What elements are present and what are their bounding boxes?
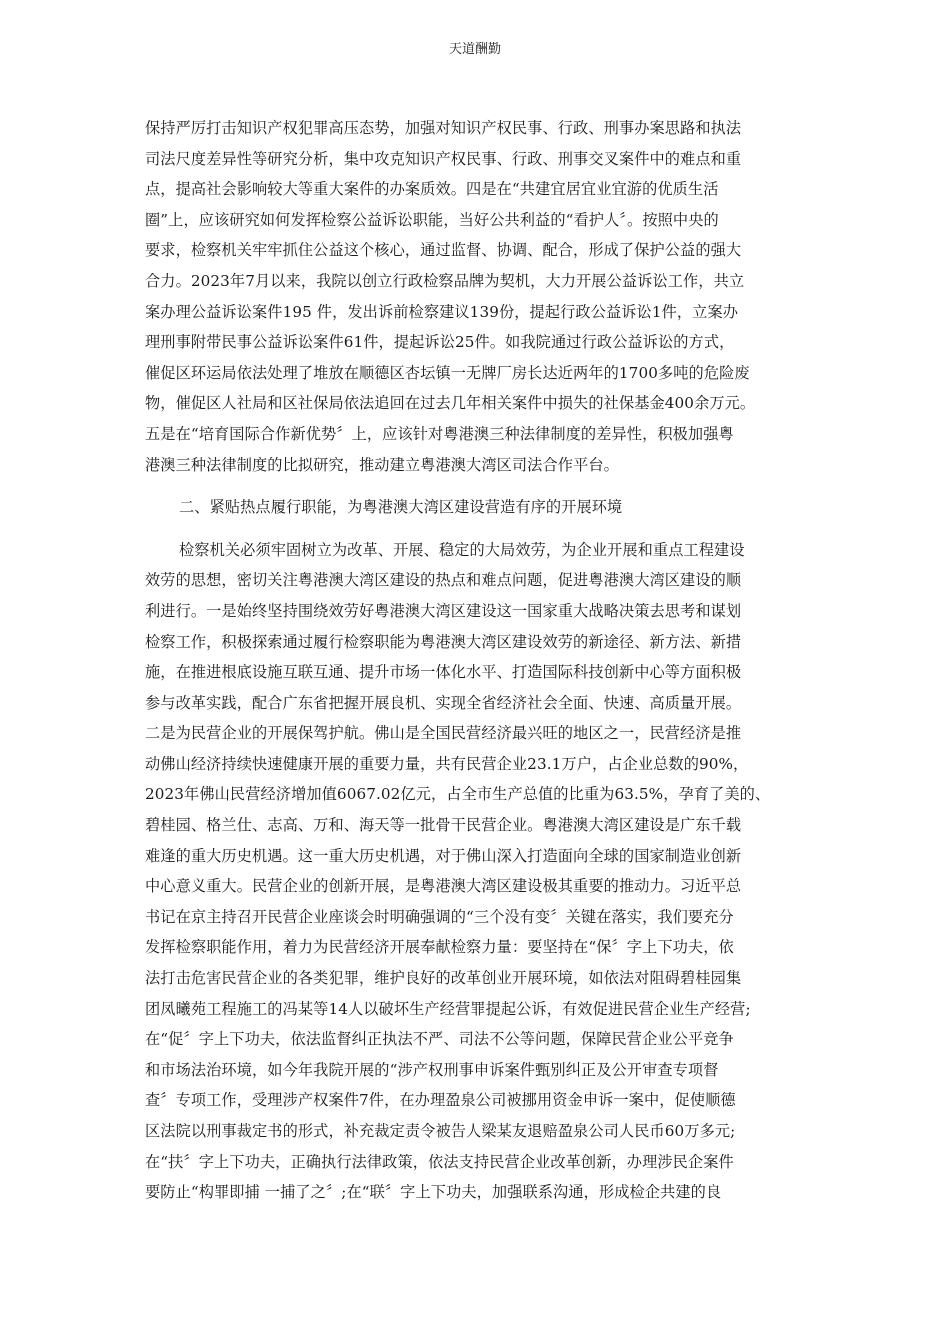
text-line: 点，提高社会影响较大等重大案件的办案质效。四是在“共建宜居宜业宜游的优质生活	[145, 180, 719, 199]
text-line: 圈”上，应该研究如何发挥检察公益诉讼职能，当好公共利益的“看护人〞。按照中央的	[145, 210, 719, 229]
text-line: 难逢的重大历史机遇。这一重大历史机遇，对于佛山深入打造面向全球的国家制造业创新	[145, 846, 742, 865]
text-line: 二是为民营企业的开展保驾护航。佛山是全国民营经济最兴旺的地区之一，民营经济是推	[145, 724, 742, 743]
text-line: 理刑事附带民事公益诉讼案件61件，提起诉讼25件。如我院通过行政公益诉讼的方式，	[145, 333, 735, 352]
text-line: 五是在“培育国际合作新优势〞上，应该针对粤港澳三种法律制度的差异性，积极加强粤	[145, 424, 734, 443]
text-line: 保持严厉打击知识产权犯罪高压态势，加强对知识产权民事、行政、刑事办案思路和执法	[145, 119, 742, 137]
paragraph-continued	[145, 113, 813, 480]
text-line: 中心意义重大。民营企业的创新开展，是粤港澳大湾区建设极其重要的推动力。习近平总	[145, 877, 742, 896]
page-header: 天道酬勤	[448, 42, 501, 57]
text-line: 动佛山经济持续快速健康开展的重要力量，共有民营企业23.1万户，占企业总数的90%，	[145, 754, 749, 773]
text-line: 要防止“构罪即捕 一捕了之〞;在“联〞字上下功夫，加强联系沟通，形成检企共建的良	[145, 1183, 722, 1202]
text-line: 区法院以刑事裁定书的形式，补充裁定责令被告人梁某友退赔盈泉公司人民币60万多元;	[145, 1122, 736, 1140]
paragraph-main	[145, 535, 813, 1208]
text-line: 在“促〞字上下功夫，依法监督纠正执法不严、司法不公等问题，保障民营企业公平竞争	[145, 1030, 734, 1049]
text-line: 合力。2023年7月以来，我院以创立行政检察品牌为契机，大力开展公益诉讼工作，共立	[145, 271, 745, 290]
text-line: 要求，检察机关牢牢抓住公益这个核心，通过监督、协调、配合，形成了保护公益的强大	[145, 241, 742, 260]
text-line: 在“扶〞字上下功夫，正确执行法律政策，依法支持民营企业改革创新，办理涉民企案件	[145, 1152, 734, 1171]
text-line: 司法尺度差异性等研究分析，集中攻克知识产权民事、行政、刑事交叉案件中的难点和重	[145, 149, 742, 168]
text-line: 参与改革实践，配合广东省把握开展良机、实现全省经济社会全面、快速、高质量开展。	[145, 693, 742, 712]
text-line: 催促区环运局依法处理了堆放在顺德区杏坛镇一无牌厂房长达近两年的1700多吨的危险废	[145, 363, 750, 382]
document-body	[145, 113, 813, 1208]
text-line: 碧桂园、格兰仕、志高、万和、海天等一批骨干民营企业。粤港澳大湾区建设是广东千载	[145, 816, 742, 835]
text-line: 发挥检察职能作用，着力为民营经济开展奉献检察力量：要坚持在“保〞字上下功夫，依	[145, 938, 734, 957]
text-line: 港澳三种法律制度的比拟研究，推动建立粤港澳大湾区司法合作平台。	[145, 455, 619, 474]
text-line: 2023年佛山民营经济增加值6067.02亿元，占全市生产总值的比重为63.5%，孕育了美的、	[145, 785, 771, 804]
text-line: 查〞专项工作，受理涉产权案件7件，在办理盈泉公司被挪用资金申诉一案中，促使顺德	[145, 1091, 736, 1110]
text-line: 利进行。一是始终坚持围绕效劳好粤港澳大湾区建设这一国家重大战略决策去思考和谋划	[145, 601, 742, 620]
text-line: 和市场法治环境，如今年我院开展的“涉产权刑事申诉案件甄别纠正及公开审查专项督	[145, 1060, 719, 1079]
text-line: 法打击危害民营企业的各类犯罪，维护良好的改革创业开展环境，如依法对阻碍碧桂园集	[145, 969, 742, 988]
text-line: 施，在推进根底设施互联互通、提升市场一体化水平、打造国际科技创新中心等方面积极	[145, 663, 742, 682]
section-heading: 二、紧贴热点履行职能，为粤港澳大湾区建设营造有序的开展环境	[179, 498, 623, 517]
text-line: 检察工作，积极探索通过履行检察职能为粤港澳大湾区建设效劳的新途径、新方法、新措	[145, 632, 742, 651]
text-line: 案办理公益诉讼案件195 件，发出诉前检察建议139份，提起行政公益诉讼1件，立案办	[145, 302, 739, 321]
text-line: 书记在京主持召开民营企业座谈会时明确强调的“三个没有变〞关键在落实，我们要充分	[145, 907, 734, 926]
text-line: 物，催促区人社局和区社保局依法追回在过去几年相关案件中损失的社保基金400余万元。	[145, 394, 756, 413]
text-line: 团凤曦苑工程施工的冯某等14人以破坏生产经营罪提起公诉，有效促进民营企业生产经营;	[145, 999, 751, 1018]
text-line: 检察机关必须牢固树立为改革、开展、稳定的大局效劳，为企业开展和重点工程建设	[179, 540, 745, 559]
text-line: 效劳的思想，密切关注粤港澳大湾区建设的热点和难点问题，促进粤港澳大湾区建设的顺	[145, 571, 742, 590]
